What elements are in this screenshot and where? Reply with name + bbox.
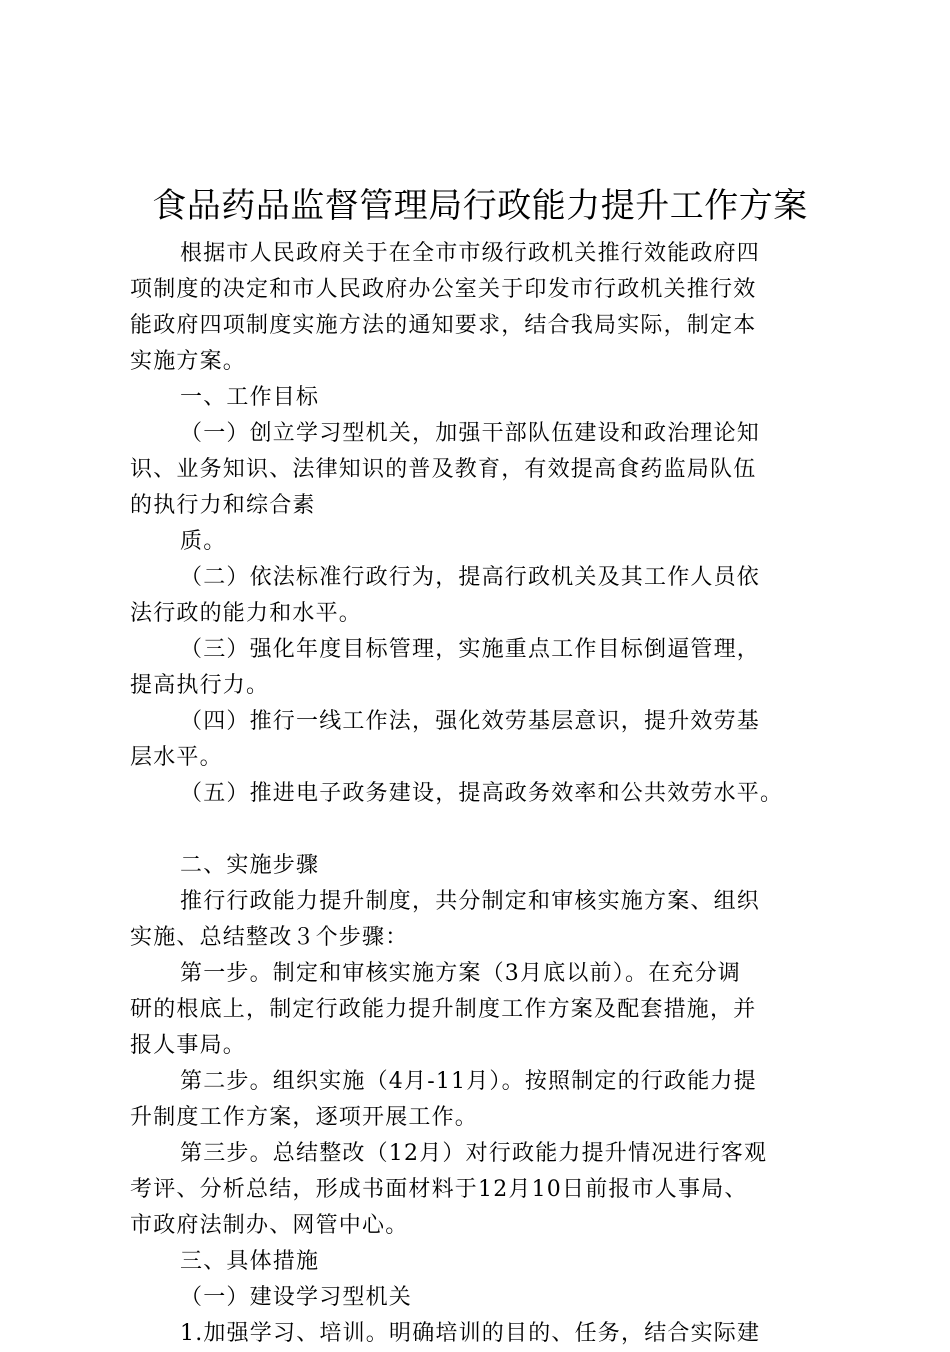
- blank-line: [130, 812, 830, 848]
- paragraph-line: 根据市人民政府关于在全市市级行政机关推行效能政府四: [180, 241, 761, 266]
- paragraph-line: 能政府四项制度实施方法的通知要求，结合我局实际，制定本: [130, 313, 757, 338]
- paragraph-line: 层水平。: [130, 745, 223, 770]
- paragraph-line: 项制度的决定和市人民政府办公室关于印发市行政机关推行效: [130, 277, 757, 302]
- subsection-heading: （一）建设学习型机关: [180, 1285, 413, 1310]
- paragraph-line: 法行政的能力和水平。: [130, 601, 363, 626]
- paragraph-line: （三）强化年度目标管理，实施重点工作目标倒逼管理，: [180, 637, 761, 662]
- document-title: 食品药品监督管理局行政能力提升工作方案: [152, 186, 808, 226]
- paragraph-line: 第一步。制定和审核实施方案（3月底以前）。在充分调: [180, 961, 741, 986]
- paragraph-line: 第三步。总结整改（12月）对行政能力提升情况进行客观: [180, 1141, 768, 1166]
- paragraph-line: 市政府法制办、网管中心。: [130, 1213, 409, 1238]
- section-heading: 一、工作目标: [180, 385, 320, 410]
- paragraph-line: （四）推行一线工作法，强化效劳基层意识，提升效劳基: [180, 709, 761, 734]
- paragraph-line: 质。: [180, 529, 227, 554]
- section-heading: 三、具体措施: [180, 1249, 320, 1274]
- paragraph-line: （五）推进电子政务建设，提高政务效率和公共效劳水平。: [180, 781, 784, 806]
- paragraph-line: 实施方案。: [130, 349, 247, 374]
- paragraph-line: 识、业务知识、法律知识的普及教育，有效提高食药监局队伍: [130, 457, 757, 482]
- section-heading: 二、实施步骤: [180, 853, 320, 878]
- document-body: [130, 236, 830, 1352]
- paragraph-line: 1.加强学习、培训。明确培训的目的、任务，结合实际建: [180, 1321, 761, 1346]
- paragraph-line: （二）依法标准行政行为，提高行政机关及其工作人员依: [180, 565, 761, 590]
- paragraph-line: 第二步。组织实施（4月-11月）。按照制定的行政能力提: [180, 1069, 757, 1094]
- paragraph-line: 研的根底上，制定行政能力提升制度工作方案及配套措施，并: [130, 997, 757, 1022]
- paragraph-line: 报人事局。: [130, 1033, 247, 1058]
- paragraph-line: 实施、总结整改３个步骤：: [130, 925, 409, 950]
- paragraph-line: 升制度工作方案，逐项开展工作。: [130, 1105, 479, 1130]
- paragraph-line: 提高执行力。: [130, 673, 270, 698]
- paragraph-line: （一）创立学习型机关，加强干部队伍建设和政治理论知: [180, 421, 761, 446]
- paragraph-line: 考评、分析总结，形成书面材料于12月10日前报市人事局、: [130, 1177, 748, 1202]
- paragraph-line: 推行行政能力提升制度，共分制定和审核实施方案、组织: [180, 889, 761, 914]
- paragraph-line: 的执行力和综合素: [130, 493, 316, 518]
